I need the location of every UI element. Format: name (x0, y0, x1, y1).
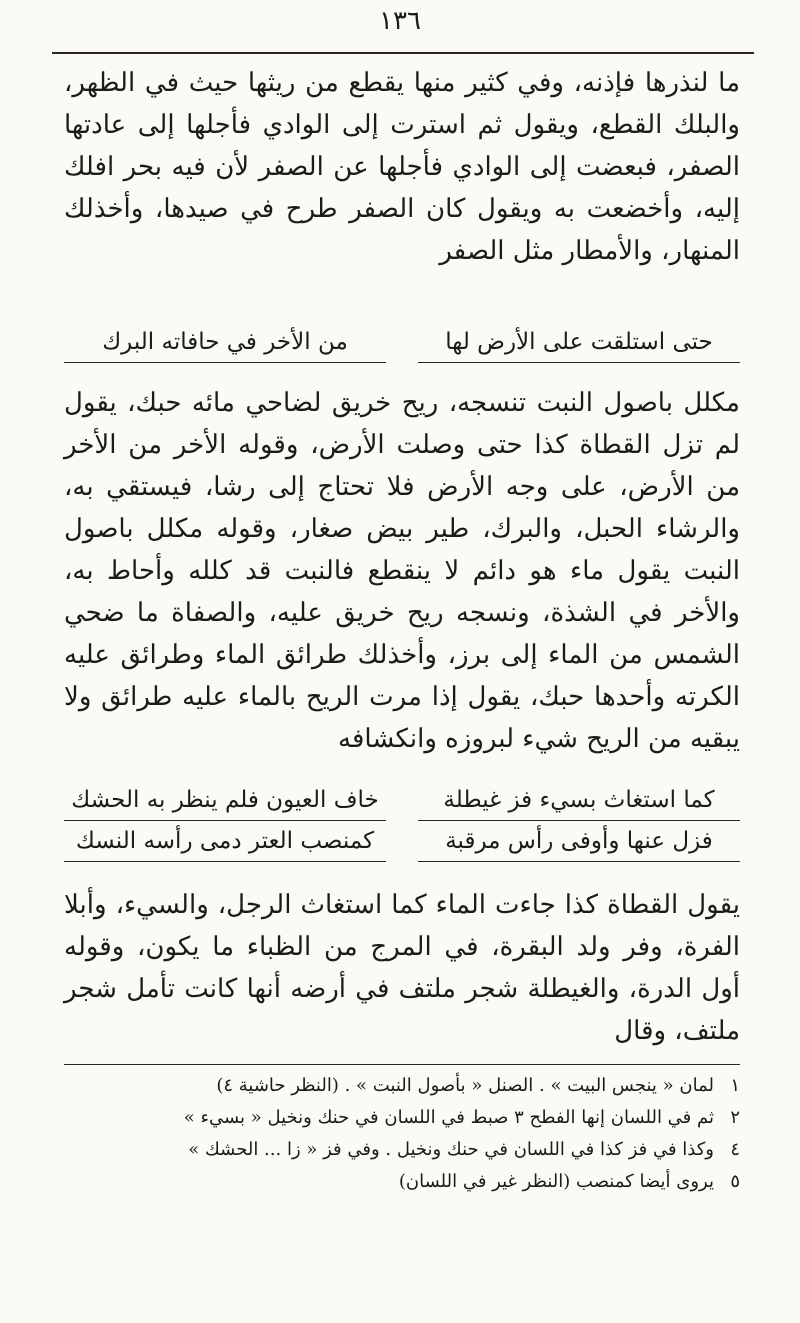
paragraph-text: مكلل باصول النبت تنسجه، ريح خريق لضاحي مائه حبك، يقول لم تزل القطاة كذا حتى وصلت الأرض، وقوله الأخر من الأخر من الأرض، على وجه الأرض فلا تحتاج إلى رشا، فيستقي به، والرشاء الحبل، والبرك، طير بيض صغار، وقوله مكلل باصول النبت يقول ماء هو دائم لا ينقطع فالنبت قد كلله وأحاط به، والأخر في الشذة، ونسجه ريح خريق عليه، والصفاة ما ضحي الشمس من الماء إلى برز، وأخذلك طرائق الماء وطرائق عليه الكرته وأحدها حبك، يقول إذا مرت الريح بالماء عليه طرائق ولا يبقيه من الريح شيء لبروزه وانكشافه (64, 388, 740, 754)
header-rule (52, 52, 754, 54)
verse-hemistich-left: خاف العيون فلم ينظر به الحشك (64, 780, 386, 821)
footnote-text: وكذا في فز كذا في اللسان في حنك ونخيل . وفي فز « زا ... الحشك » (188, 1139, 714, 1160)
footnote-number: ٤ (730, 1139, 740, 1160)
footnote-number: ٥ (730, 1171, 740, 1192)
footnote (64, 1166, 740, 1198)
verse-hemistich-right: كما استغاث بسيء فز غيطلة (418, 780, 740, 821)
verse-block-1 (64, 322, 740, 380)
footnote (64, 1134, 740, 1166)
footnote-text: يروى أيضا كمنصب (النظر غير في اللسان) (398, 1171, 714, 1192)
verse-hemistich-right: حتى استلقت على الأرض لها (418, 322, 740, 363)
paragraph-text: ما لنذرها فإذنه، وفي كثير منها يقطع من ريثها حيث في الظهر، والبلك القطع، ويقول ثم استرت إلى الوادي فأجلها إلى عادتها الصفر، فبعضت إلى الوادي فأجلها عن الصفر لأن فيه بحر افلك إليه، وأخضعت به ويقول كان الصفر طرح في صيدها، وأخذلك المنهار، والأمطار مثل الصفر (64, 68, 740, 266)
page-number: ١٣٦ (379, 6, 421, 36)
verse-line (64, 780, 740, 821)
footnote-number: ١ (730, 1075, 740, 1096)
body-paragraph-3 (64, 884, 740, 1060)
footnotes (64, 1070, 740, 1198)
footnote-text: لمان « ينجس البيت » . الصنل « بأصول النبت » . (النظر حاشية ٤) (216, 1075, 714, 1096)
verse-block-2 (64, 780, 740, 884)
footnote-number: ٢ (730, 1107, 740, 1128)
footnote-text: ثم في اللسان إنها الفطح ٣ صبط في اللسان في حنك ونخيل « بسيء » (183, 1107, 714, 1128)
footnote (64, 1070, 740, 1102)
verse-hemistich-left: من الأخر في حافاته البرك (64, 322, 386, 363)
verse-hemistich-left: كمنصب العتر دمى رأسه النسك (64, 821, 386, 862)
verse-hemistich-right: فزل عنها وأوفى رأس مرقبة (418, 821, 740, 862)
body-paragraph-1 (64, 62, 740, 320)
footnote (64, 1102, 740, 1134)
body-paragraph-2 (64, 382, 740, 774)
paragraph-text: يقول القطاة كذا جاءت الماء كما استغاث الرجل، والسيء، وأبلا الفرة، وفر ولد البقرة، في المرج من الظباء ما يكون، وقوله أول الدرة، والغيطلة شجر ملتف في أرضه أنها كانت تأمل شجر ملتف، وقال (64, 890, 740, 1046)
verse-line (64, 821, 740, 862)
verse-line (64, 322, 740, 363)
footnote-rule (64, 1064, 740, 1065)
